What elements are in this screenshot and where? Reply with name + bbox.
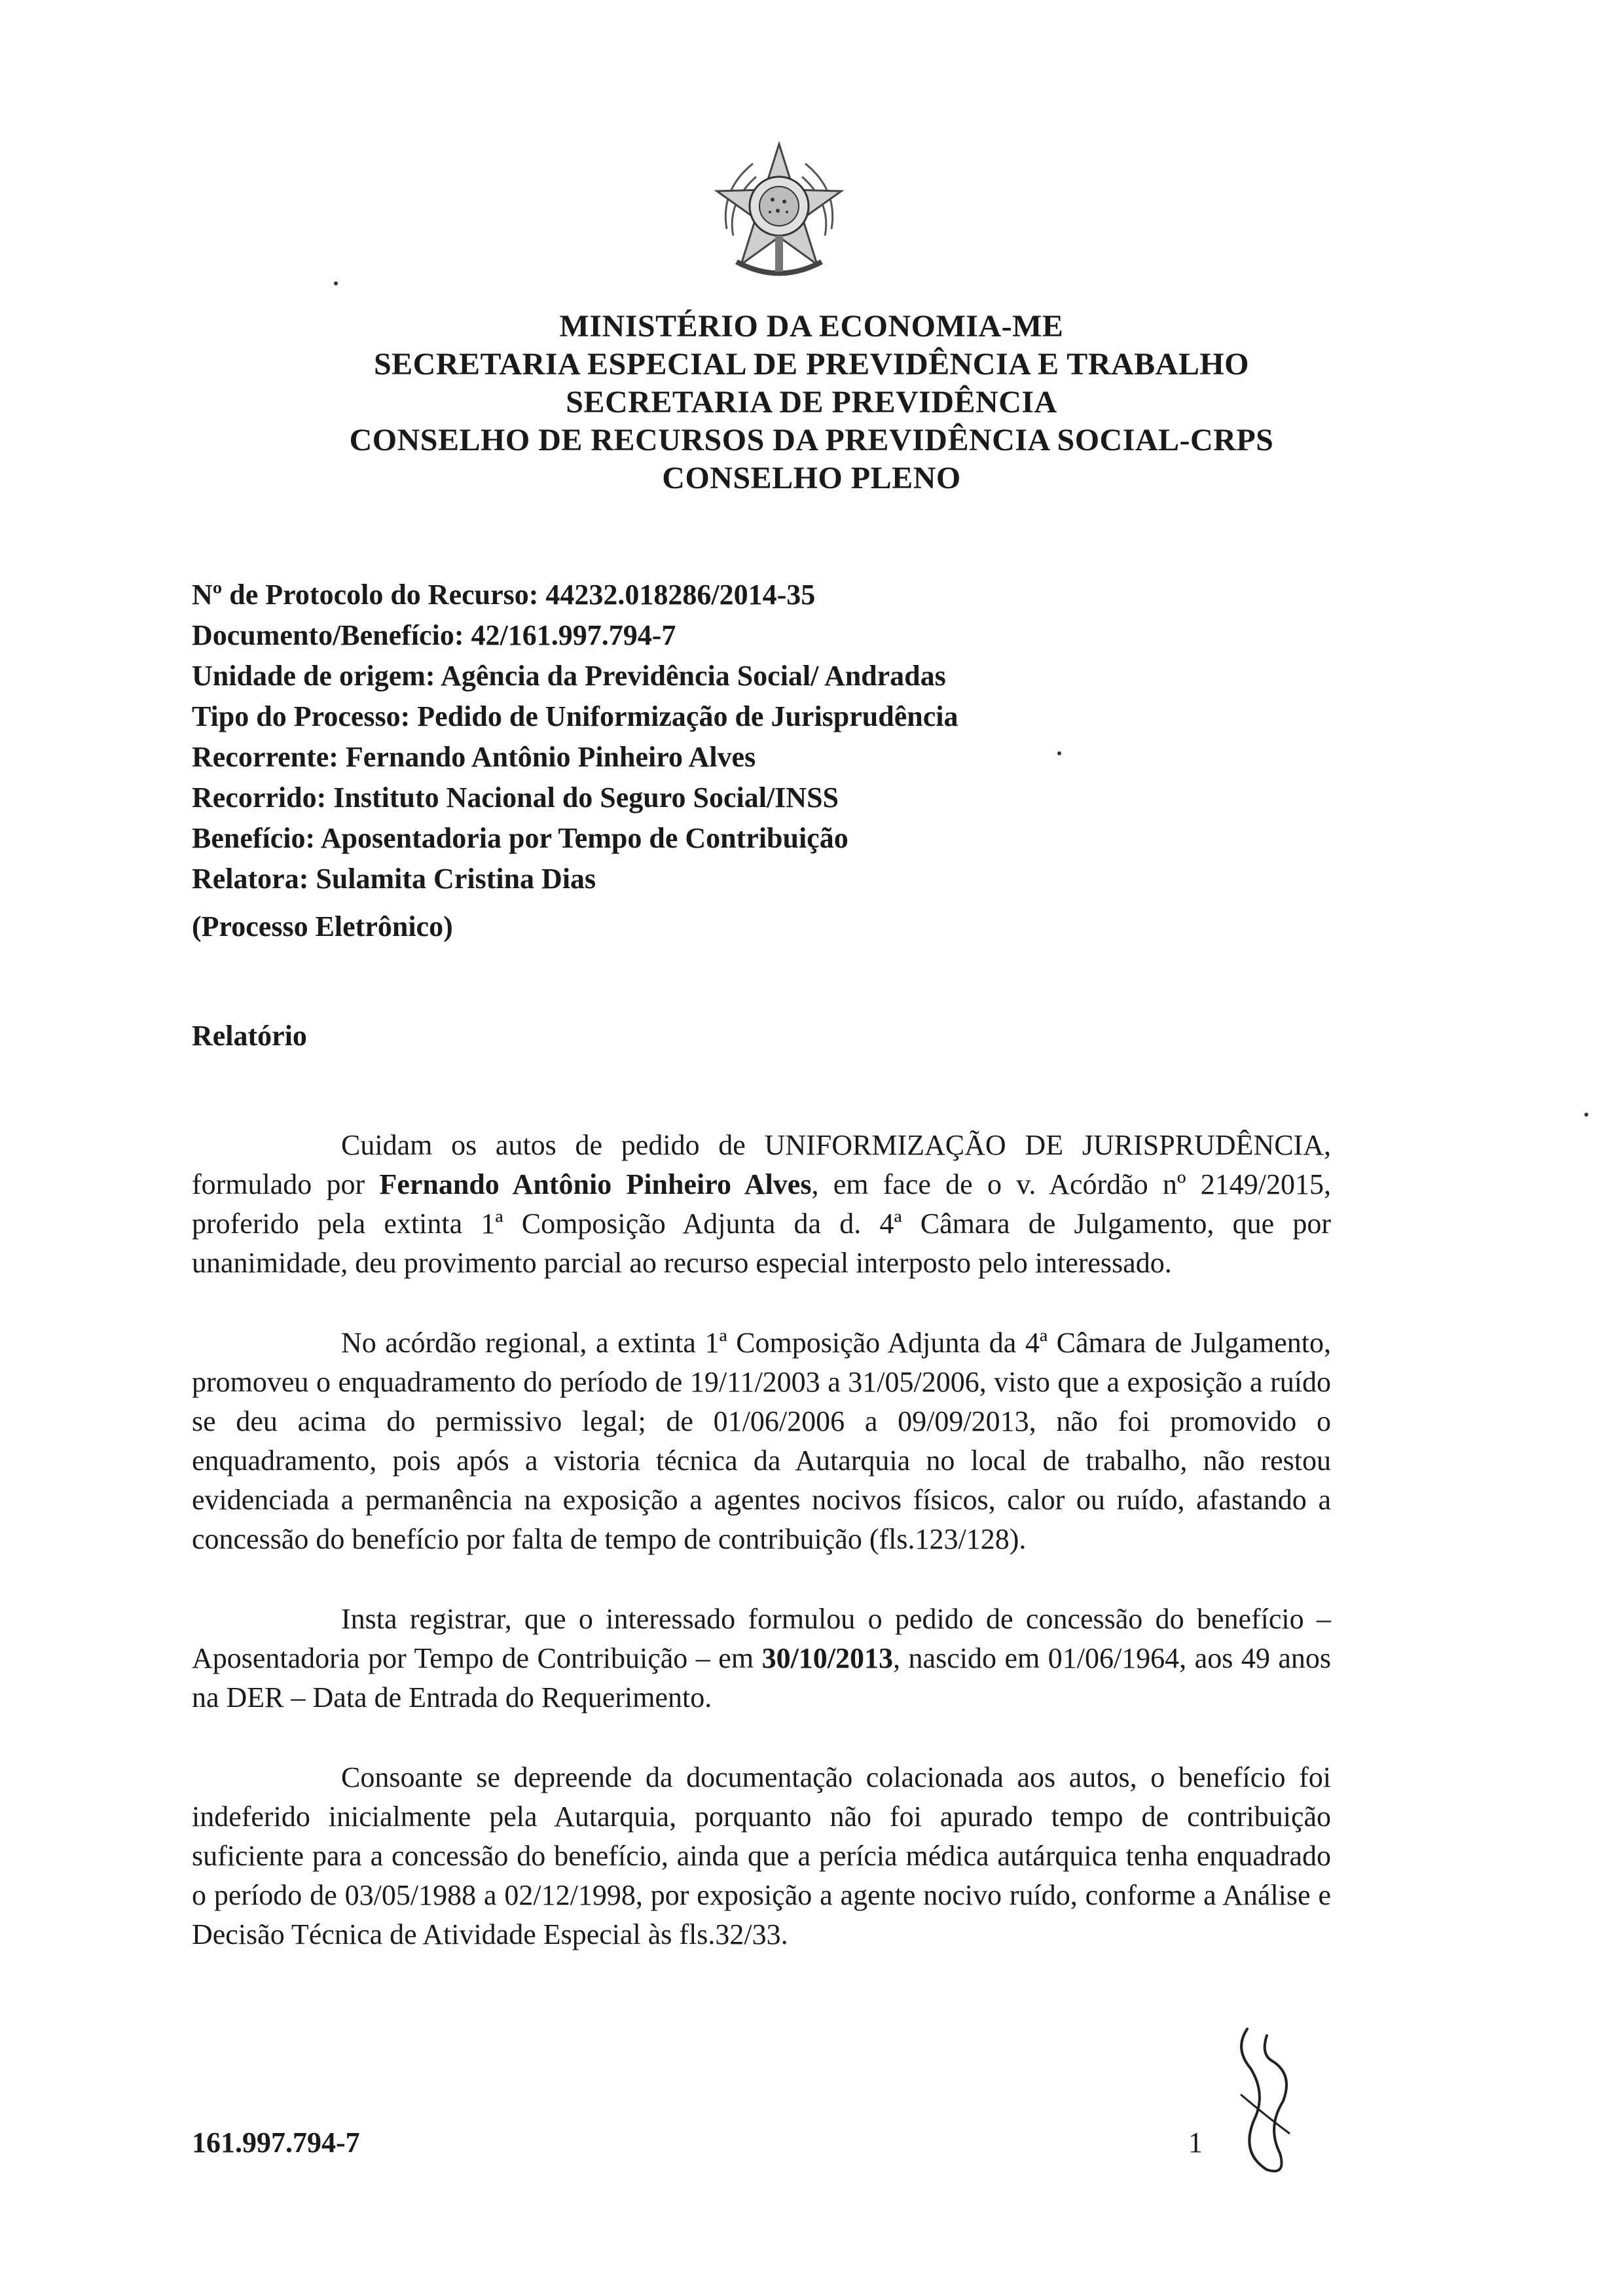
paragraph-1 xyxy=(192,1126,1331,1283)
document-header xyxy=(0,308,1623,497)
brazil-coat-of-arms-icon xyxy=(701,131,858,288)
handwritten-signature xyxy=(1228,2022,1300,2179)
paragraph-3-text-a: Insta registrar, que o interessado formulou o pedido de concessão do benefício – Aposentadoria por Tempo de Contribuição – em xyxy=(192,1603,1331,1674)
scan-speck xyxy=(1584,1113,1588,1117)
footer-page-number: 1 xyxy=(1188,2126,1203,2159)
paragraph-2: No acórdão regional, a extinta 1ª Composição Adjunta da 4ª Câmara de Julgamento, promoveu o enquadramento do período de 19/11/2003 a 31/05/2006, visto que a exposição a ruído se deu acima do permissivo legal; de 01/06/2006 a 09/09/2013, não foi promovido o enquadramento, pois após a vistoria técnica da Autarquia no local de trabalho, não restou evidenciada a permanência na exposição a agentes nocivos físicos, calor ou ruído, afastando a concessão do benefício por falta de tempo de contribuição (fls.123/128). xyxy=(192,1327,1331,1555)
report-body xyxy=(192,1126,1331,1995)
paragraph-3-date: 30/10/2013 xyxy=(761,1642,894,1674)
paragraph-1-text-c: , em face de o v. Acórdão nº 2149/2015, proferido pela extinta 1ª Composição Adjunta da d. 4ª Câmara de Julgamento, que por unanimidade, deu provimento parcial ao recurso especial interposto pelo interessado. xyxy=(192,1168,1332,1279)
meta-appellee: Recorrido: Instituto Nacional do Seguro Social/INSS xyxy=(192,781,839,814)
meta-process-type: Tipo do Processo: Pedido de Uniformização de Jurisprudência xyxy=(192,700,958,732)
electronic-process-note: (Processo Eletrônico) xyxy=(192,910,453,942)
header-line-special-secretariat: SECRETARIA ESPECIAL DE PREVIDÊNCIA E TRABALHO xyxy=(373,347,1250,382)
meta-appellant: Recorrente: Fernando Antônio Pinheiro Alves xyxy=(192,741,756,773)
meta-origin-unit: Unidade de origem: Agência da Previdência Social/ Andradas xyxy=(192,660,946,692)
header-line-secretariat: SECRETARIA DE PREVIDÊNCIA xyxy=(566,385,1057,420)
meta-benefit: Benefício: Aposentadoria por Tempo de Contribuição xyxy=(192,822,848,854)
paragraph-3-text-c: , nascido em 01/06/1964, aos 49 anos na DER – Data de Entrada do Requerimento. xyxy=(192,1642,1331,1713)
header-line-plenary: CONSELHO PLENO xyxy=(662,461,961,495)
paragraph-1-text-a: Cuidam os autos de pedido de UNIFORMIZAÇÃO DE JURISPRUDÊNCIA, formulado por xyxy=(192,1129,1331,1200)
paragraph-4: Consoante se depreende da documentação colacionada aos autos, o benefício foi indeferido inicialmente pela Autarquia, porquanto não foi apurado tempo de contribuição suficiente para a concessão do benefício, ainda que a perícia médica autárquica tenha enquadrado o período de 03/05/1988 a 02/12/1998, por exposição a agente nocivo ruído, conforme a Análise e Decisão Técnica de Atividade Especial às fls.32/33. xyxy=(192,1761,1331,1950)
meta-document-benefit: Documento/Benefício: 42/161.997.794-7 xyxy=(192,619,676,651)
paragraph-1-appellant-name: Fernando Antônio Pinheiro Alves xyxy=(379,1168,812,1200)
paragraph-3 xyxy=(192,1600,1331,1717)
section-title-report: Relatório xyxy=(192,1020,307,1052)
case-metadata xyxy=(192,575,1436,899)
footer-benefit-number: 161.997.794-7 xyxy=(192,2126,360,2159)
scan-speck xyxy=(1057,751,1061,755)
meta-protocol: Nº de Protocolo do Recurso: 44232.018286/2014-35 xyxy=(192,579,816,611)
header-line-council: CONSELHO DE RECURSOS DA PREVIDÊNCIA SOCIAL-CRPS xyxy=(349,423,1274,457)
scan-speck xyxy=(334,281,338,285)
header-line-ministry: MINISTÉRIO DA ECONOMIA-ME xyxy=(559,309,1064,344)
meta-rapporteur: Relatora: Sulamita Cristina Dias xyxy=(192,863,596,895)
